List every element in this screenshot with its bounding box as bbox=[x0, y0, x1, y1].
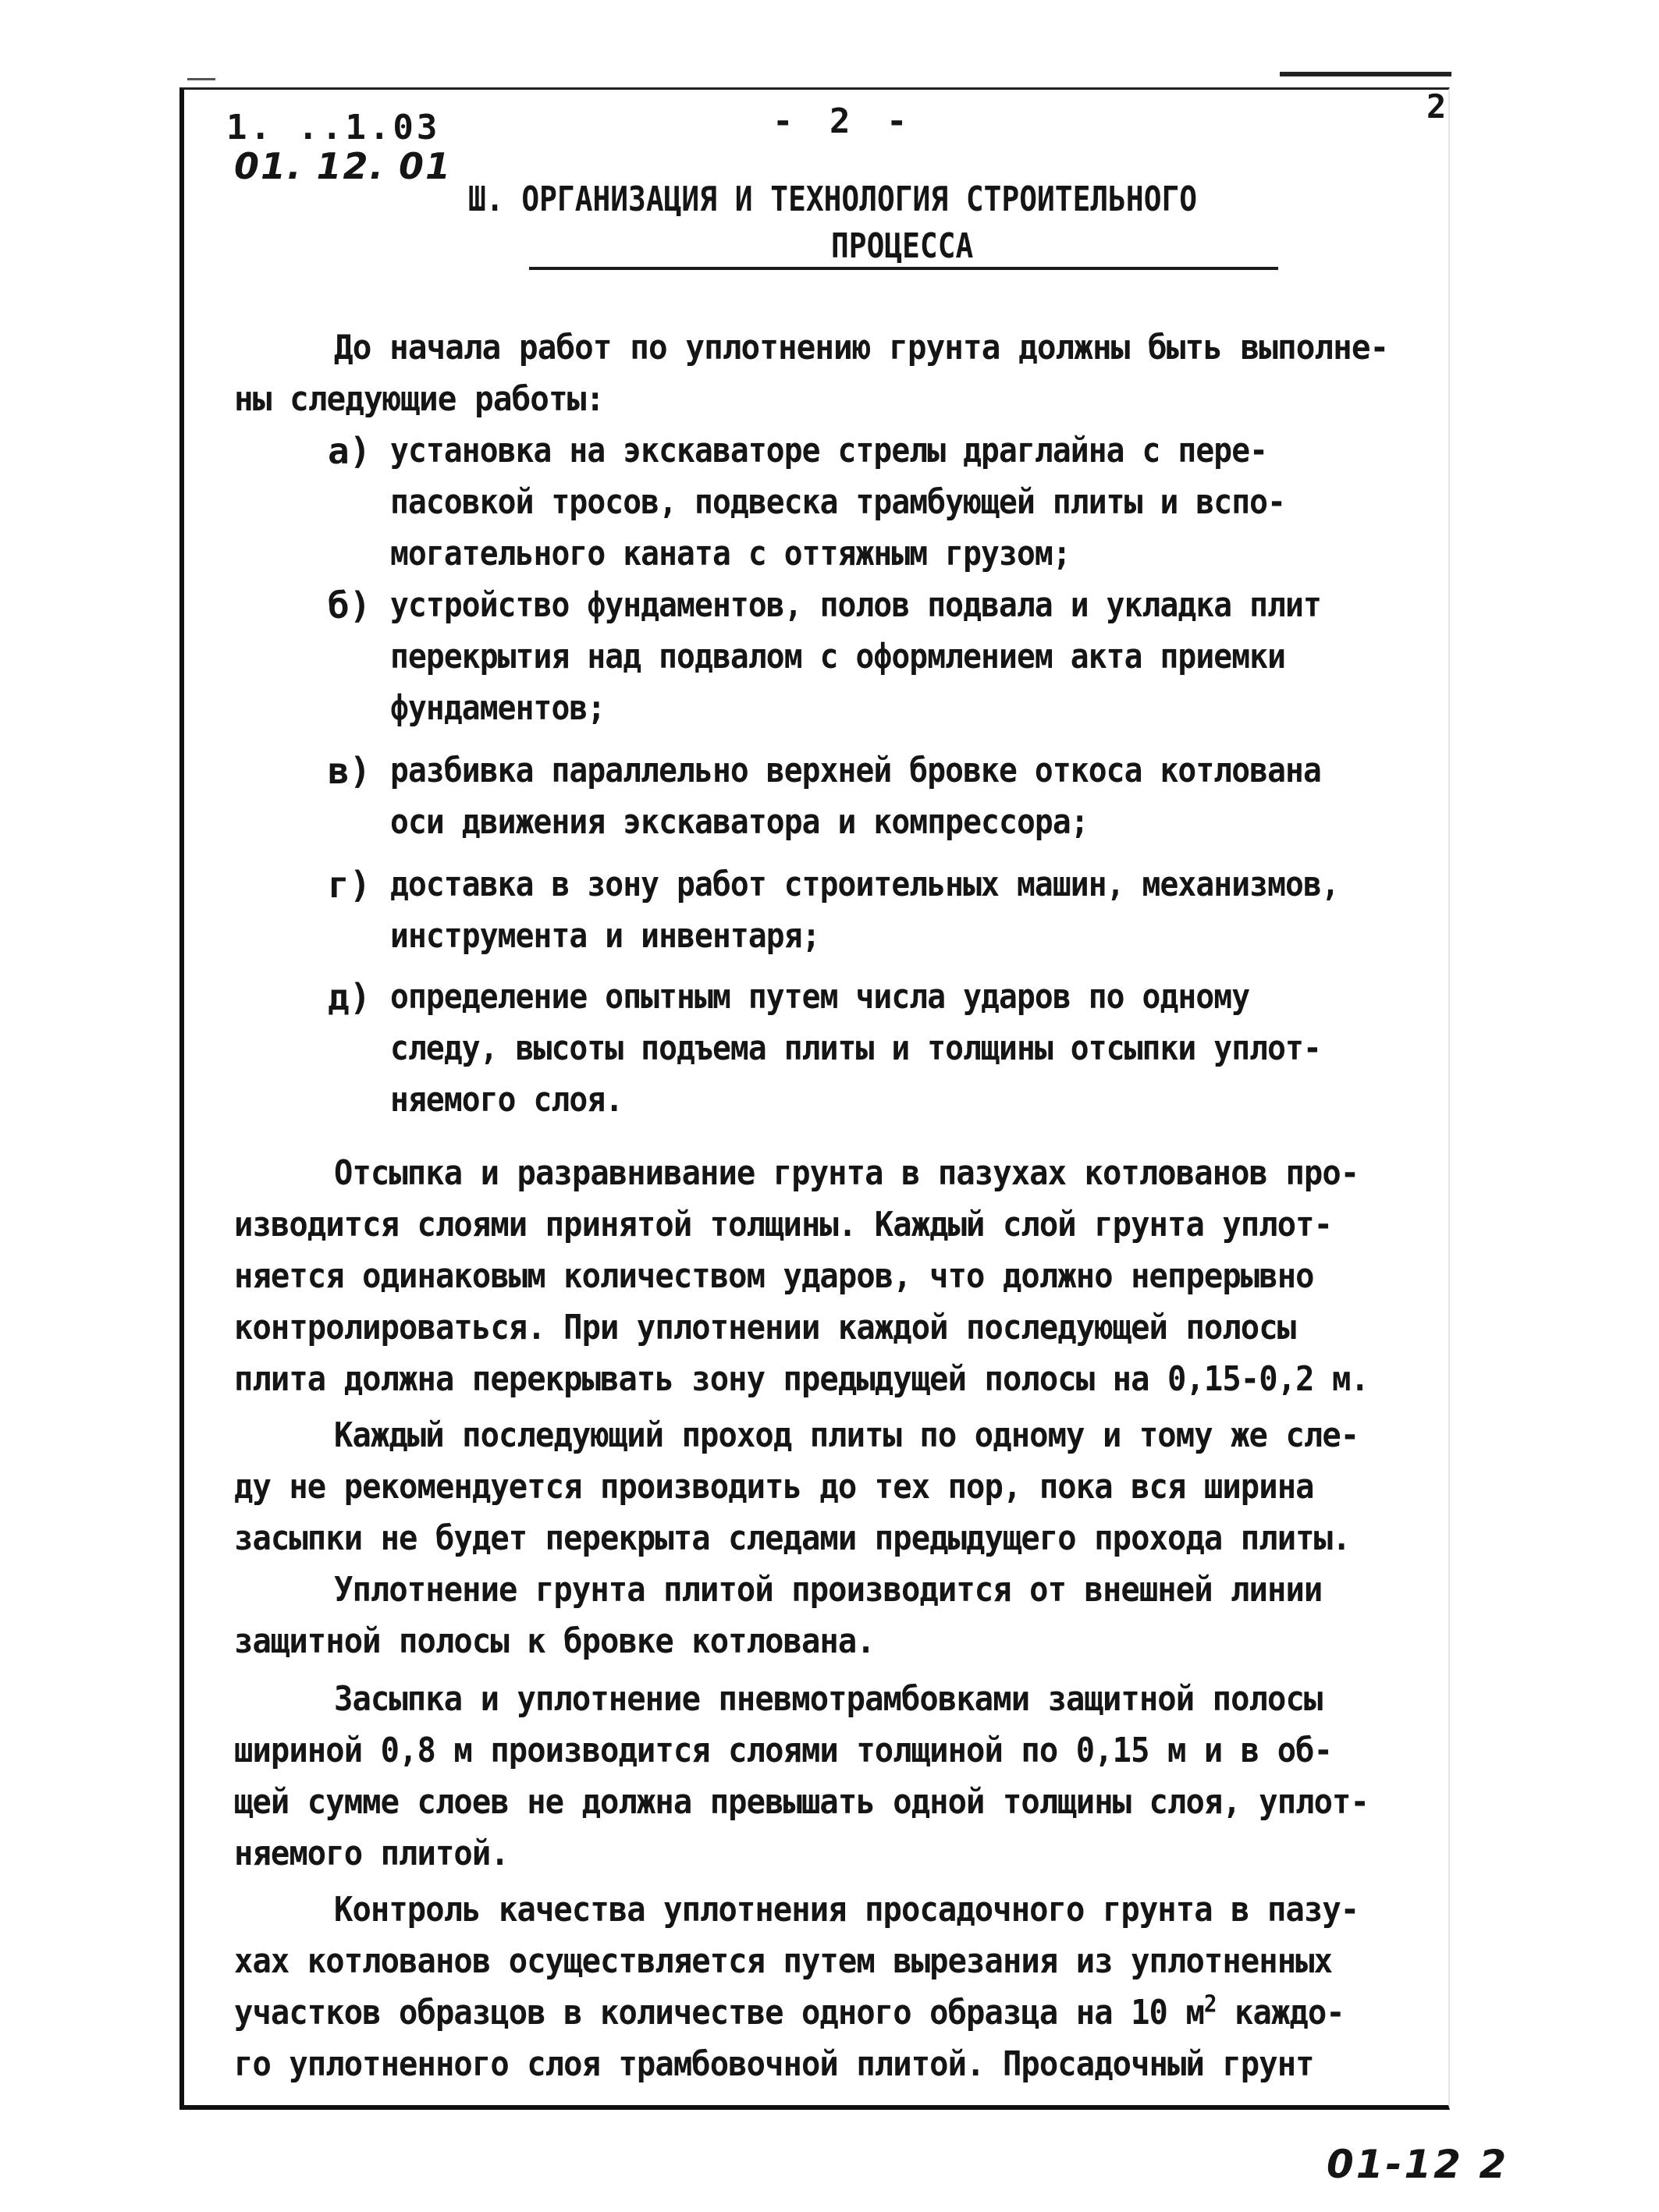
para5-line-3 bbox=[234, 1991, 1345, 2035]
page-number: - 2 - bbox=[773, 101, 915, 141]
list-item-g-line-2: инструмента и инвентаря; bbox=[390, 916, 820, 956]
para4-line-4: няемого плитой. bbox=[234, 1834, 509, 1873]
list-item-b-line-1: устройство фундаментов, полов подвала и укладка плит bbox=[390, 585, 1321, 625]
title-underline bbox=[529, 267, 1278, 270]
para2-line-1: Каждый последующий проход плиты по одному и тому же сле- bbox=[334, 1415, 1359, 1455]
section-title-line1: Ш. ОРГАНИЗАЦИЯ И ТЕХНОЛОГИЯ СТРОИТЕЛЬНОГО bbox=[468, 179, 1198, 219]
para4-line-3: щей сумме слоев не должна превышать одной толщины слоя, уплот- bbox=[234, 1782, 1369, 1822]
para1-line-1: Отсыпка и разравнивание грунта в пазухах котлованов про- bbox=[334, 1153, 1359, 1193]
para5-line-3-text: участков образцов в количестве одного образца на 10 м bbox=[234, 1993, 1204, 2033]
para1-line-3: няется одинаковым количеством ударов, что должно непрерывно bbox=[234, 1256, 1314, 1296]
frame-dash-left bbox=[187, 78, 215, 80]
list-item-a-line-3: могательного каната с оттяжным грузом; bbox=[390, 534, 1071, 573]
para5-line-4: го уплотненного слоя трамбовочной плитой. Просадочный грунт bbox=[234, 2044, 1314, 2084]
list-item-b-line-3: фундаментов; bbox=[390, 688, 606, 728]
intro-line-1: До начала работ по уплотнению грунта должны быть выполне- bbox=[334, 328, 1389, 367]
list-item-b-line-2: перекрытия над подвалом с оформлением акта приемки bbox=[390, 637, 1286, 676]
superscript-two: 2 bbox=[1203, 1990, 1217, 2018]
list-item-v-line-2: оси движения экскаватора и компрессора; bbox=[390, 802, 1089, 842]
para5-line-2: хах котлованов осуществляется путем вырезания из уплотненных bbox=[234, 1941, 1333, 1981]
handwritten-date: 01. 12. 01 bbox=[234, 145, 453, 187]
list-marker-d: д) bbox=[328, 976, 371, 1018]
para2-line-2: ду не рекомендуется производить до тех пор, пока вся ширина bbox=[234, 1467, 1314, 1507]
corner-page-mark: 2 bbox=[1426, 87, 1447, 126]
list-item-d-line-2: следу, высоты подъема плиты и толщины отсыпки уплот- bbox=[390, 1028, 1321, 1068]
list-item-v-line-1: разбивка параллельно верхней бровке откоса котлована bbox=[390, 751, 1321, 790]
list-item-a-line-1: установка на экскаваторе стрелы драглайна с пере- bbox=[390, 431, 1268, 470]
para4-line-2: шириной 0,8 м производится слоями толщиной по 0,15 м и в об- bbox=[234, 1731, 1333, 1770]
para1-line-5: плита должна перекрывать зону предыдущей полосы на 0,15-0,2 м. bbox=[234, 1359, 1369, 1399]
list-item-d-line-3: няемого слоя. bbox=[390, 1080, 623, 1120]
intro-line-2: ны следующие работы: bbox=[234, 379, 605, 419]
list-marker-g: г) bbox=[328, 864, 371, 906]
para1-line-4: контролироваться. При уплотнении каждой последующей полосы bbox=[234, 1308, 1296, 1347]
list-marker-v: в) bbox=[328, 750, 371, 792]
list-item-d-line-1: определение опытным путем числа ударов по одному bbox=[390, 977, 1250, 1017]
list-item-a-line-2: пасовкой тросов, подвеска трамбующей плиты и вспо- bbox=[390, 482, 1286, 522]
para2-line-3: засыпки не будет перекрыта следами предыдущего прохода плиты. bbox=[234, 1518, 1351, 1558]
para5-line-1: Контроль качества уплотнения просадочного грунта в пазу- bbox=[334, 1890, 1359, 1930]
para3-line-2: защитной полосы к бровке котлована. bbox=[234, 1621, 875, 1661]
para1-line-2: изводится слоями принятой толщины. Каждый слой грунта уплот- bbox=[234, 1205, 1333, 1244]
section-title-line2: ПРОЦЕССА bbox=[831, 226, 974, 266]
handwritten-footer-code: 01-12 2 bbox=[1327, 2142, 1509, 2187]
para3-line-1: Уплотнение грунта плитой производится от внешней линии bbox=[334, 1570, 1323, 1610]
list-marker-a: а) bbox=[328, 430, 371, 472]
list-item-g-line-1: доставка в зону работ строительных машин, механизмов, bbox=[390, 865, 1339, 904]
frame-dash-right bbox=[1280, 72, 1451, 76]
document-code: 1. ..1.03 bbox=[226, 108, 441, 147]
para4-line-1: Засыпка и уплотнение пневмотрамбовками защитной полосы bbox=[334, 1679, 1323, 1719]
para5-line-3-end: каждо- bbox=[1216, 1993, 1345, 2033]
list-marker-b: б) bbox=[328, 584, 371, 627]
